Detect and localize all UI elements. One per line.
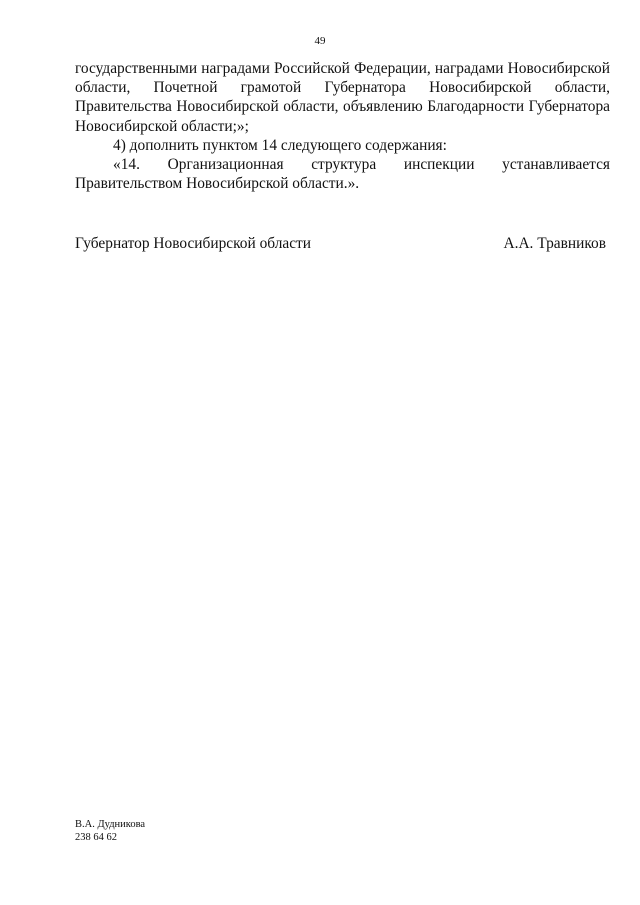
- executor-footer: [75, 818, 145, 844]
- signatory-name: А.А. Травников: [503, 235, 606, 252]
- document-body: [75, 59, 610, 193]
- page-number: 49: [314, 35, 326, 47]
- paragraph-clause-14: «14. Организационная структура инспекции устанавливается Правительством Новосибирской области.».: [75, 156, 610, 193]
- paragraph-awards-continuation: государственными наградами Российской Федерации, наградами Новосибирской области, Почетной грамотой Губернатора Новосибирской области, Правительства Новосибирской области, объявлению Благодарности Губернатора Новосибирской области;»;: [75, 60, 610, 135]
- executor-phone: 238 64 62: [75, 832, 117, 843]
- signature-block: [75, 234, 610, 254]
- executor-name: В.А. Дудникова: [75, 819, 146, 830]
- paragraph-amendment-item-4: 4) дополнить пунктом 14 следующего содержания:: [113, 136, 447, 154]
- signatory-position: Губернатор Новосибирской области: [75, 235, 312, 252]
